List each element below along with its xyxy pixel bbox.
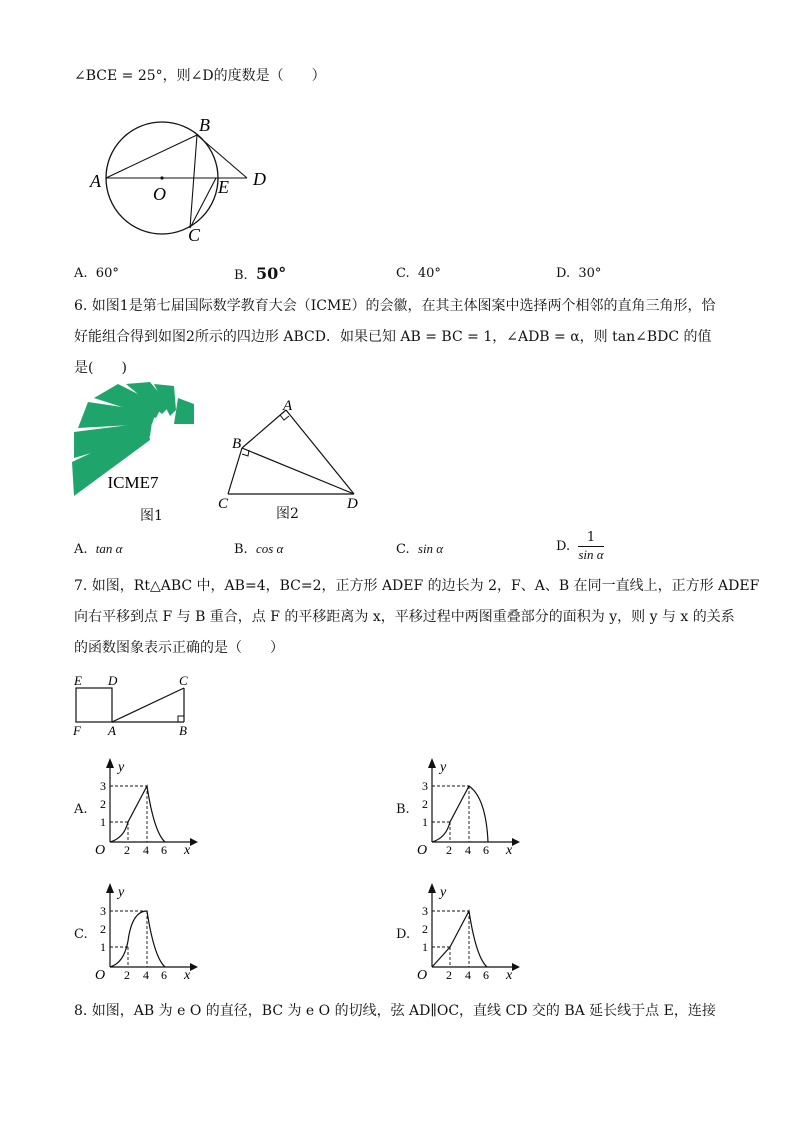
q7-graph-c [92, 881, 202, 985]
q7-option-b-letter: B. [396, 802, 410, 817]
graph-b-xtick-2: 2 [446, 843, 452, 857]
graph-c-ytick-1: 1 [100, 940, 106, 954]
q7-label-B: B [179, 723, 187, 738]
q6-option-d: D. $\frac{1}{\text{sin α}}$ [556, 530, 604, 562]
graph-d-xtick-2: 2 [446, 968, 452, 982]
q7-option-d-letter: D. [396, 927, 411, 942]
graph-c-xtick-6: 6 [161, 968, 167, 982]
q7-line-3: 的函数图象表示正确的是（ ） [74, 640, 284, 656]
graph-b-ytick-2: 2 [422, 797, 428, 811]
q7-label-E: E [74, 673, 82, 688]
graph-b-origin: O [417, 843, 428, 858]
q6-line-3: 是( ) [74, 360, 127, 376]
q7-graph-b [414, 756, 524, 860]
q5-label-A: A [90, 171, 101, 191]
q7-label-D: D [108, 673, 118, 688]
graph-d-y-label: y [440, 885, 447, 900]
fig2-label-D: D [347, 496, 358, 512]
graph-a-ytick-3: 3 [100, 779, 106, 793]
graph-b-ytick-3: 3 [422, 779, 428, 793]
fig2-label-A: A [283, 398, 293, 414]
q6-fig2-quadrilateral [214, 396, 364, 511]
q5-circle-figure [80, 110, 280, 250]
graph-c-xtick-2: 2 [124, 968, 130, 982]
q7-graph-d [414, 881, 524, 985]
graph-d-origin: O [417, 968, 428, 983]
q5-label-D: D [253, 169, 266, 189]
q5-label-B: B [199, 115, 210, 135]
q7-option-c-letter: C. [74, 927, 88, 942]
q7-line-1: 7. 如图，Rt△ABC 中，AB=4，BC=2，正方形 ADEF 的边长为 2，F、A、B 在同一直线上，正方形 ADEF [74, 578, 760, 594]
q7-graph-a [92, 756, 202, 860]
q5-option-d: D. 30° [556, 266, 602, 281]
q6-option-a: A. tan α [74, 541, 123, 557]
graph-c-origin: O [95, 968, 106, 983]
q5-stem-tail: ∠BCE = 25°，则∠D的度数是（ ） [74, 68, 326, 84]
graph-d-ytick-2: 2 [422, 922, 428, 936]
q5-option-b: B. 50° [234, 264, 287, 283]
graph-a-origin: O [95, 843, 106, 858]
icme7-logo [70, 384, 200, 499]
graph-d-ytick-1: 1 [422, 940, 428, 954]
q6-line-2: 好能组合得到如图2所示的四边形 ABCD．如果已知 AB = BC = 1，∠ADB = α，则 tan∠BDC 的值 [74, 329, 712, 345]
graph-a-ytick-1: 1 [100, 815, 106, 829]
fig2-caption: 图2 [276, 506, 299, 522]
q5-label-C: C [188, 225, 201, 245]
graph-d-xtick-4: 4 [465, 968, 471, 982]
q5-label-O: O [153, 184, 166, 204]
graph-c-y-label: y [118, 885, 125, 900]
graph-b-ytick-1: 1 [422, 815, 428, 829]
q7-label-A: A [108, 723, 116, 738]
graph-b-y-label: y [440, 760, 447, 775]
q5-label-E: E [218, 177, 229, 197]
q5-option-a: A. 60° [74, 266, 119, 281]
graph-d-ytick-3: 3 [422, 904, 428, 918]
graph-b-xtick-4: 4 [465, 843, 471, 857]
q7-label-C: C [179, 673, 188, 688]
fig2-label-C: C [218, 496, 229, 512]
icme7-text: ICME7 [107, 473, 159, 492]
graph-c-ytick-3: 3 [100, 904, 106, 918]
fig1-caption: 图1 [140, 508, 163, 524]
graph-d-xtick-6: 6 [483, 968, 489, 982]
q6-option-b: B. cos α [234, 541, 284, 557]
fig2-label-B: B [232, 436, 242, 452]
q6-line-1: 6. 如图1是第七届国际数学教育大会（ICME）的会徽，在其主体图案中选择两个相邻的直角三角形，恰 [74, 298, 716, 314]
graph-c-ytick-2: 2 [100, 922, 106, 936]
graph-a-y-label: y [118, 760, 125, 775]
q8-line-1: 8. 如图，AB 为 e O 的直径，BC 为 e O 的切线，弦 AD∥OC，直线 CD 交的 BA 延长线于点 E，连接 [74, 1003, 716, 1019]
graph-c-xtick-4: 4 [143, 968, 149, 982]
graph-a-xtick-2: 2 [124, 843, 130, 857]
q7-line-2: 向右平移到点 F 与 B 重合，点 F 的平移距离为 x，平移过程中两图重叠部分的面积为 y，则 y 与 x 的关系 [74, 609, 735, 625]
graph-b-xtick-6: 6 [483, 843, 489, 857]
q7-label-F: F [73, 723, 81, 738]
q6-option-c: C. sin α [396, 541, 444, 557]
graph-b-x-label: x [506, 843, 513, 858]
graph-c-x-label: x [184, 968, 191, 983]
q5-option-c: C. 40° [396, 266, 441, 281]
q7-square-triangle-figure [70, 672, 200, 738]
graph-a-xtick-6: 6 [161, 843, 167, 857]
q7-option-a-letter: A. [74, 802, 88, 817]
graph-a-xtick-4: 4 [143, 843, 149, 857]
graph-a-x-label: x [184, 843, 191, 858]
graph-a-ytick-2: 2 [100, 797, 106, 811]
graph-d-x-label: x [506, 968, 513, 983]
